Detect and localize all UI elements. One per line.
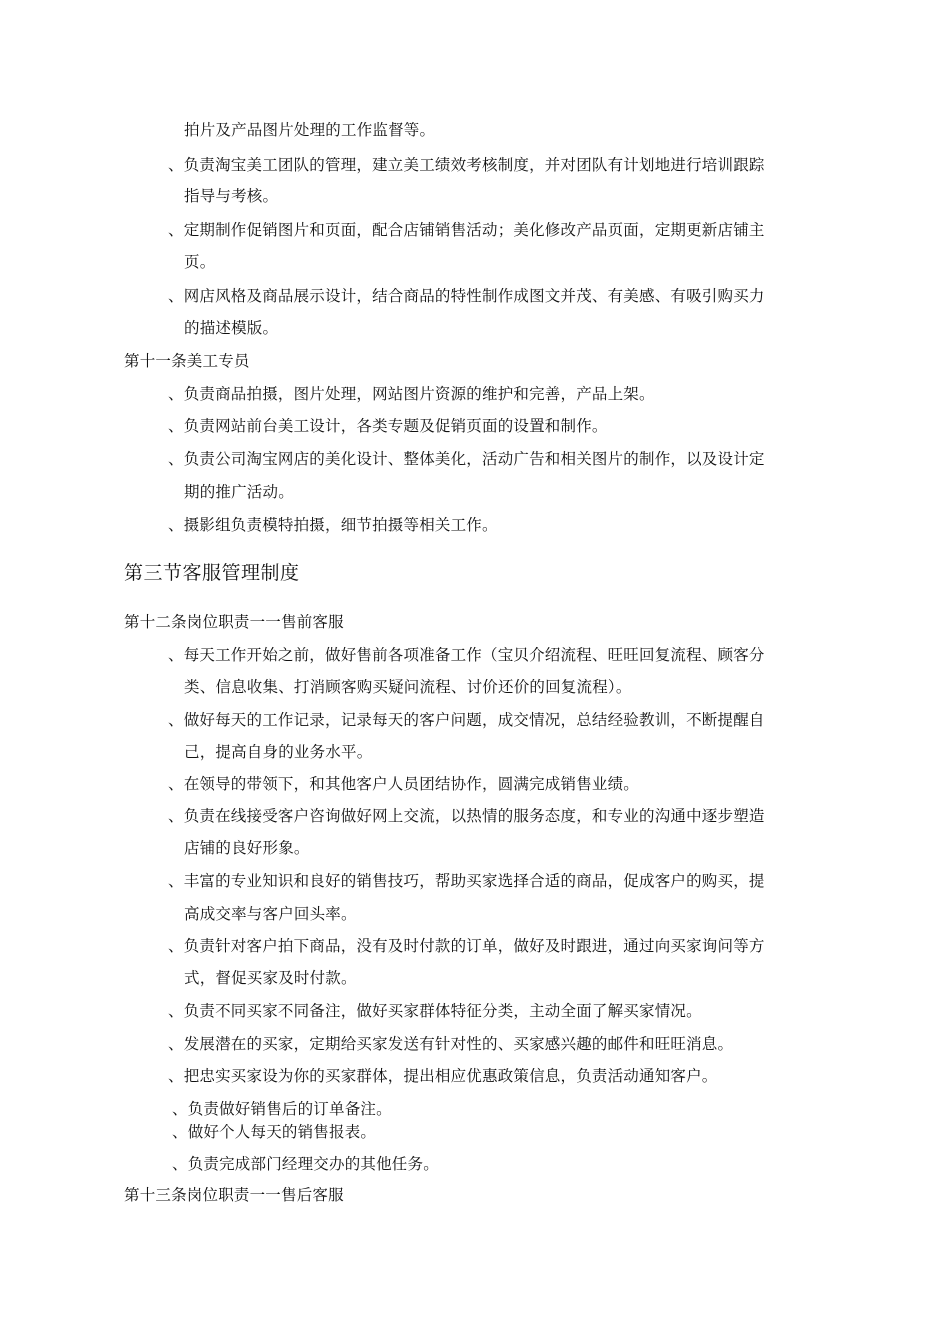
list-item-line: 、负责针对客户拍下商品，没有及时付款的订单，做好及时跟进，通过向买家询问等方 — [168, 937, 765, 955]
list-item-line: 、负责淘宝美工团队的管理，建立美工绩效考核制度，并对团队有计划地进行培训跟踪 — [168, 156, 765, 174]
list-item-line: 、负责完成部门经理交办的其他任务。 — [172, 1155, 439, 1173]
list-item-line: 、负责网站前台美工设计，各类专题及促销页面的设置和制作。 — [168, 417, 608, 435]
list-item-line: 、发展潜在的买家，定期给买家发送有针对性的、买家感兴趣的邮件和旺旺消息。 — [168, 1035, 734, 1053]
text-line: 指导与考核。 — [184, 187, 279, 205]
list-item-line: 、负责做好销售后的订单备注。 — [172, 1100, 392, 1118]
article-heading: 第十三条岗位职责一一售后客服 — [124, 1186, 344, 1204]
text-line: 类、信息收集、打消顾客购买疑问流程、讨价还价的回复流程）。 — [184, 678, 632, 696]
list-item-line: 、每天工作开始之前，做好售前各项准备工作（宝贝介绍流程、旺旺回复流程、顾客分 — [168, 646, 765, 664]
text-line: 页。 — [184, 253, 216, 271]
list-item-line: 、负责在线接受客户咨询做好网上交流，以热情的服务态度，和专业的沟通中逐步塑造 — [168, 807, 765, 825]
list-item-line: 、负责公司淘宝网店的美化设计、整体美化，活动广告和相关图片的制作，以及设计定 — [168, 450, 765, 468]
text-line: 期的推广活动。 — [184, 483, 294, 501]
article-heading: 第十一条美工专员 — [124, 352, 250, 370]
text-line: 店铺的良好形象。 — [184, 839, 310, 857]
text-line: 高成交率与客户回头率。 — [184, 905, 357, 923]
list-item-line: 、网店风格及商品展示设计，结合商品的特性制作成图文并茂、有美感、有吸引购买力 — [168, 287, 765, 305]
list-item-line: 、摄影组负责模特拍摄，细节拍摄等相关工作。 — [168, 516, 498, 534]
list-item-line: 、定期制作促销图片和页面，配合店铺销售活动；美化修改产品页面，定期更新店铺主 — [168, 221, 765, 239]
text-line: 拍片及产品图片处理的工作监督等。 — [184, 121, 436, 139]
list-item-line: 、做好每天的工作记录，记录每天的客户问题，成交情况，总结经验教训，不断提醒自 — [168, 711, 765, 729]
list-item-line: 、把忠实买家设为你的买家群体，提出相应优惠政策信息，负责活动通知客户。 — [168, 1067, 718, 1085]
list-item-line: 、在领导的带领下，和其他客户人员团结协作，圆满完成销售业绩。 — [168, 775, 640, 793]
list-item-line: 、负责不同买家不同备注，做好买家群体特征分类，主动全面了解买家情况。 — [168, 1002, 702, 1020]
text-line: 己，提高自身的业务水平。 — [184, 743, 373, 761]
list-item-line: 、负责商品拍摄，图片处理，网站图片资源的维护和完善，产品上架。 — [168, 385, 655, 403]
article-heading: 第十二条岗位职责一一售前客服 — [124, 613, 344, 631]
section-heading: 第三节客服管理制度 — [124, 562, 300, 584]
text-line: 式，督促买家及时付款。 — [184, 969, 357, 987]
text-line: 的描述模版。 — [184, 319, 279, 337]
list-item-line: 、丰富的专业知识和良好的销售技巧，帮助买家选择合适的商品，促成客户的购买，提 — [168, 872, 765, 890]
list-item-line: 、做好个人每天的销售报表。 — [172, 1123, 377, 1141]
